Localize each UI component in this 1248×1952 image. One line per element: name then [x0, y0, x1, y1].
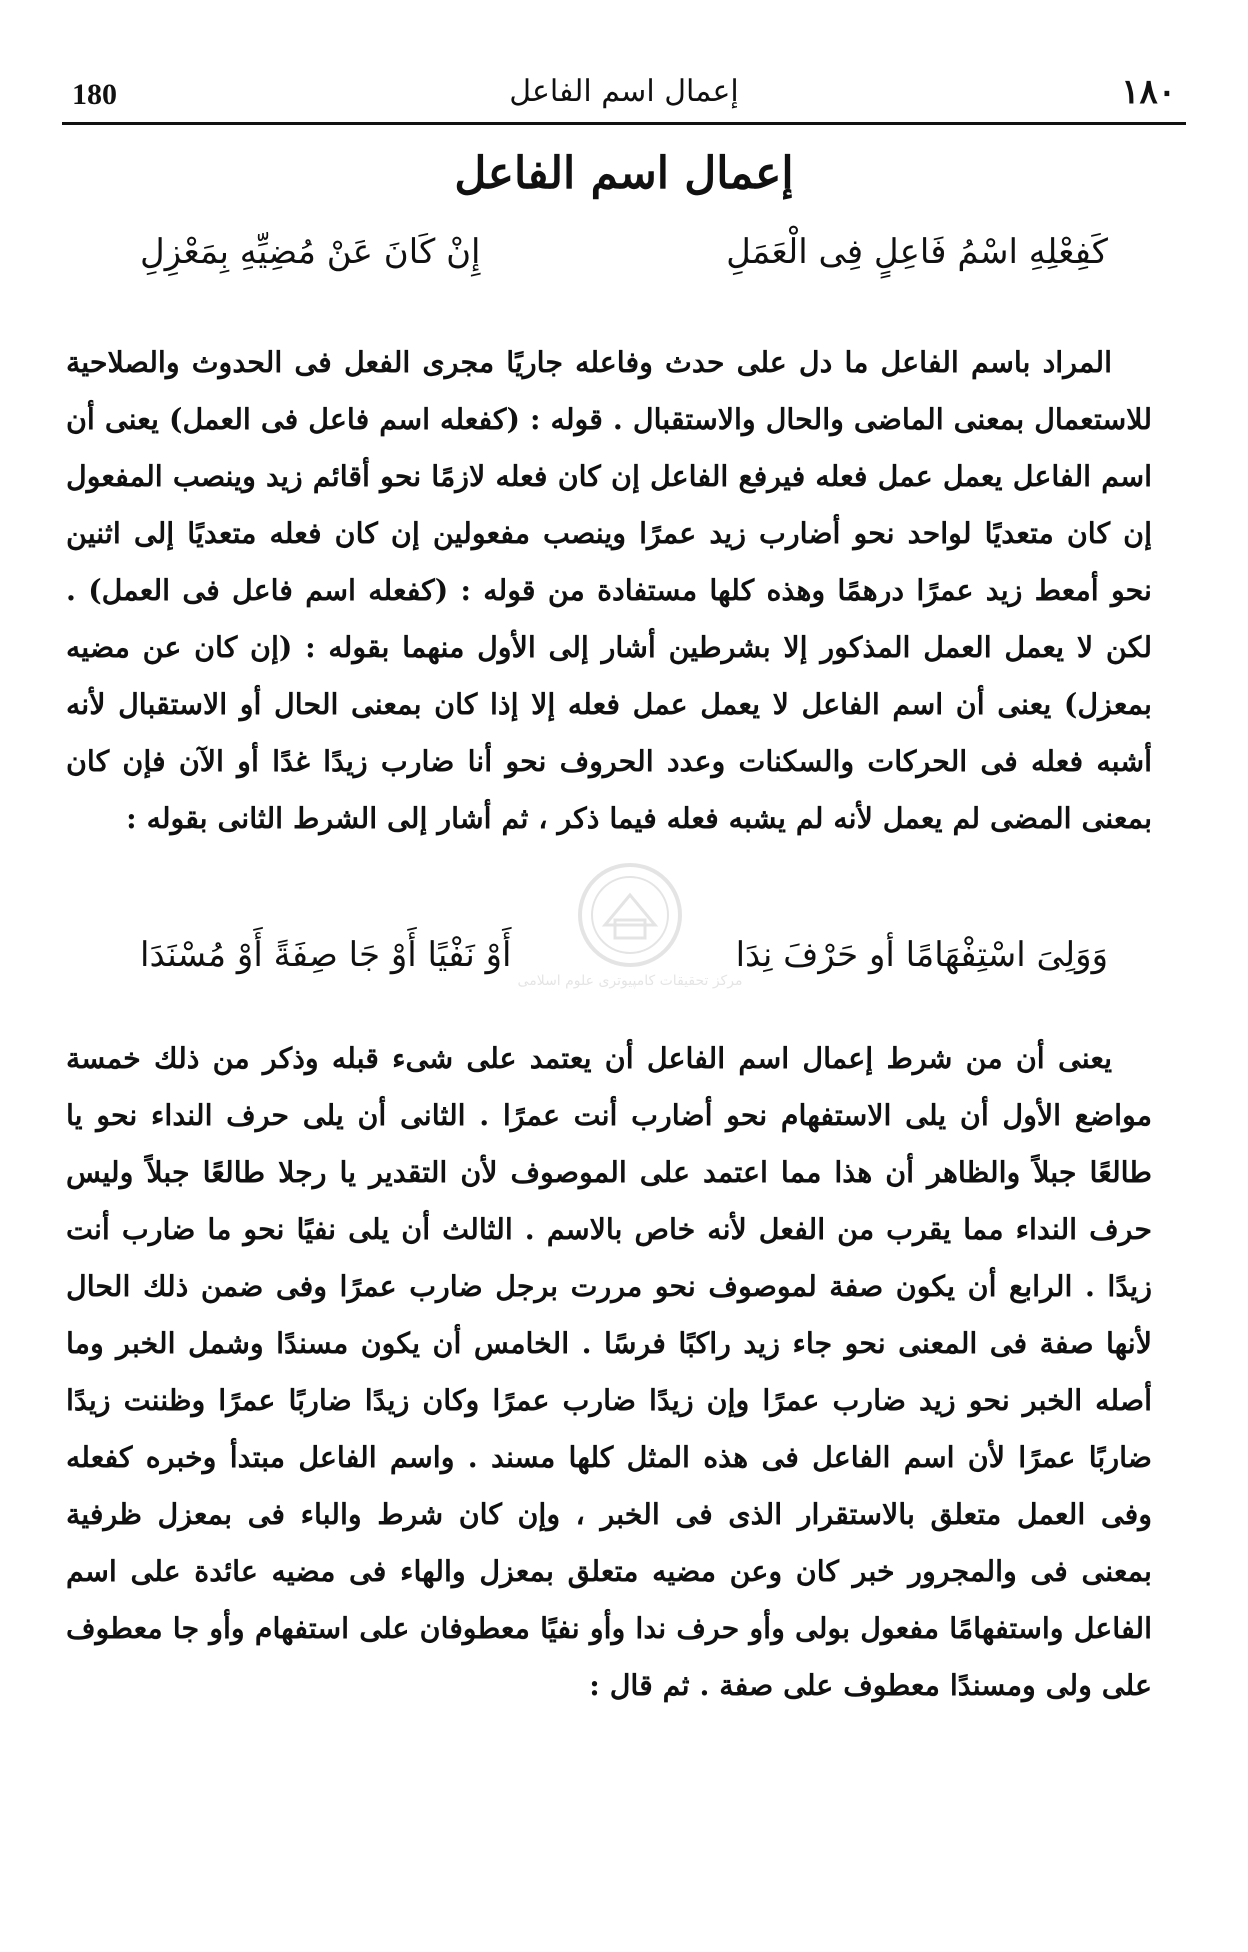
- page-number-arabic: ١٨٠: [1121, 72, 1176, 112]
- verse-line-2: [110, 935, 1138, 995]
- paragraph-text: يعنى أن من شرط إعمال اسم الفاعل أن يعتمد على شىء قبله وذكر من ذلك خمسة مواضع الأول أن يلى الاستفهام نحو أضارب أنت عمرًا . الثانى أن يلى حرف النداء نحو يا طالعًا جبلاً والظاهر أن هذا مما اعتمد على الموصوف لأن التقدير يا رجلا طالعًا جبلاً وليس حرف النداء مما يقرب من الفعل لأنه خاص بالاسم . الثالث أن يلى نفيًا نحو ما ضارب أنت زيدًا . الرابع أن يكون صفة لموصوف نحو مررت برجل ضارب عمرًا وفى ضمن ذلك الحال لأنها صفة فى المعنى نحو جاء زيد راكبًا فرسًا . الخامس أن يكون مسندًا وشمل الخبر وما أصله الخبر نحو زيد ضارب عمرًا وإن زيدًا ضارب عمرًا وكان زيدًا ضاربًا عمرًا وظننت زيدًا ضاربًا عمرًا لأن اسم الفاعل فى هذه المثل كلها مسند . واسم الفاعل مبتدأ وخبره كفعله وفى العمل متعلق بالاستقرار الذى فى الخبر ، وإن كان شرط والباء فى بمعزل ظرفية بمعنى فى والمجرور خبر كان وعن مضيه متعلق بمعزل والهاء فى مضيه عائدة على اسم الفاعل واستفهامًا مفعول بولى وأو حرف ندا وأو نفيًا معطوفان على استفهام وأو جا معطوف على ولى ومسندًا معطوف على صفة . ثم قال :: [66, 1041, 1153, 1702]
- verse-hemistich-right: كَفِعْلِهِ اسْمُ فَاعِلٍ فِى الْعَمَلِ: [726, 232, 1108, 272]
- running-title: إعمال اسم الفاعل: [509, 74, 739, 109]
- watermark-text: مركز تحقيقات كامپيوترى علوم اسلامى: [517, 973, 743, 989]
- commentary-paragraph-1: [66, 334, 1152, 847]
- paragraph-text: المراد باسم الفاعل ما دل على حدث وفاعله جاريًا مجرى الفعل فى الحدوث والصلاحية للاستعمال بمعنى الماضى والحال والاستقبال . قوله : (كفعله اسم فاعل فى العمل) يعنى أن اسم الفاعل يعمل عمل فعله فيرفع الفاعل إن كان فعله لازمًا نحو أقائم زيد وينصب المفعول إن كان متعديًا لواحد نحو أضارب زيد عمرًا وينصب مفعولين إن كان فعله متعديًا إلى اثنين نحو أمعط زيد عمرًا درهمًا وهذه كلها مستفادة من قوله : (كفعله اسم فاعل فى العمل) . لكن لا يعمل العمل المذكور إلا بشرطين أشار إلى الأول منهما بقوله : (إن كان عن مضيه بمعزل) يعنى أن اسم الفاعل لا يعمل عمل فعله إلا إذا كان بمعنى الحال أو الاستقبال لأنه أشبه فعله فى الحركات والسكنات وعدد الحروف نحو أنا ضارب زيدًا غدًا أو الآن فإن كان بمعنى المضى لم يعمل لأنه لم يشبه فعله فيما ذكر ، ثم أشار إلى الشرط الثانى بقوله :: [66, 345, 1152, 835]
- verse-line-1: [110, 232, 1138, 292]
- commentary-paragraph-2: [66, 1030, 1152, 1714]
- verse-hemistich-left: أَوْ نَفْيًا أَوْ جَا صِفَةً أَوْ مُسْنَدَا: [140, 935, 512, 975]
- verse-hemistich-right: وَوَلِىَ اسْتِفْهَامًا أو حَرْفَ نِدَا: [735, 935, 1108, 975]
- chapter-title: إعمال اسم الفاعل: [454, 148, 794, 199]
- page-number-latin: 180: [72, 78, 117, 111]
- page-header: [62, 66, 1186, 125]
- verse-hemistich-left: إِنْ كَانَ عَنْ مُضِيِّهِ بِمَعْزِلِ: [140, 232, 481, 272]
